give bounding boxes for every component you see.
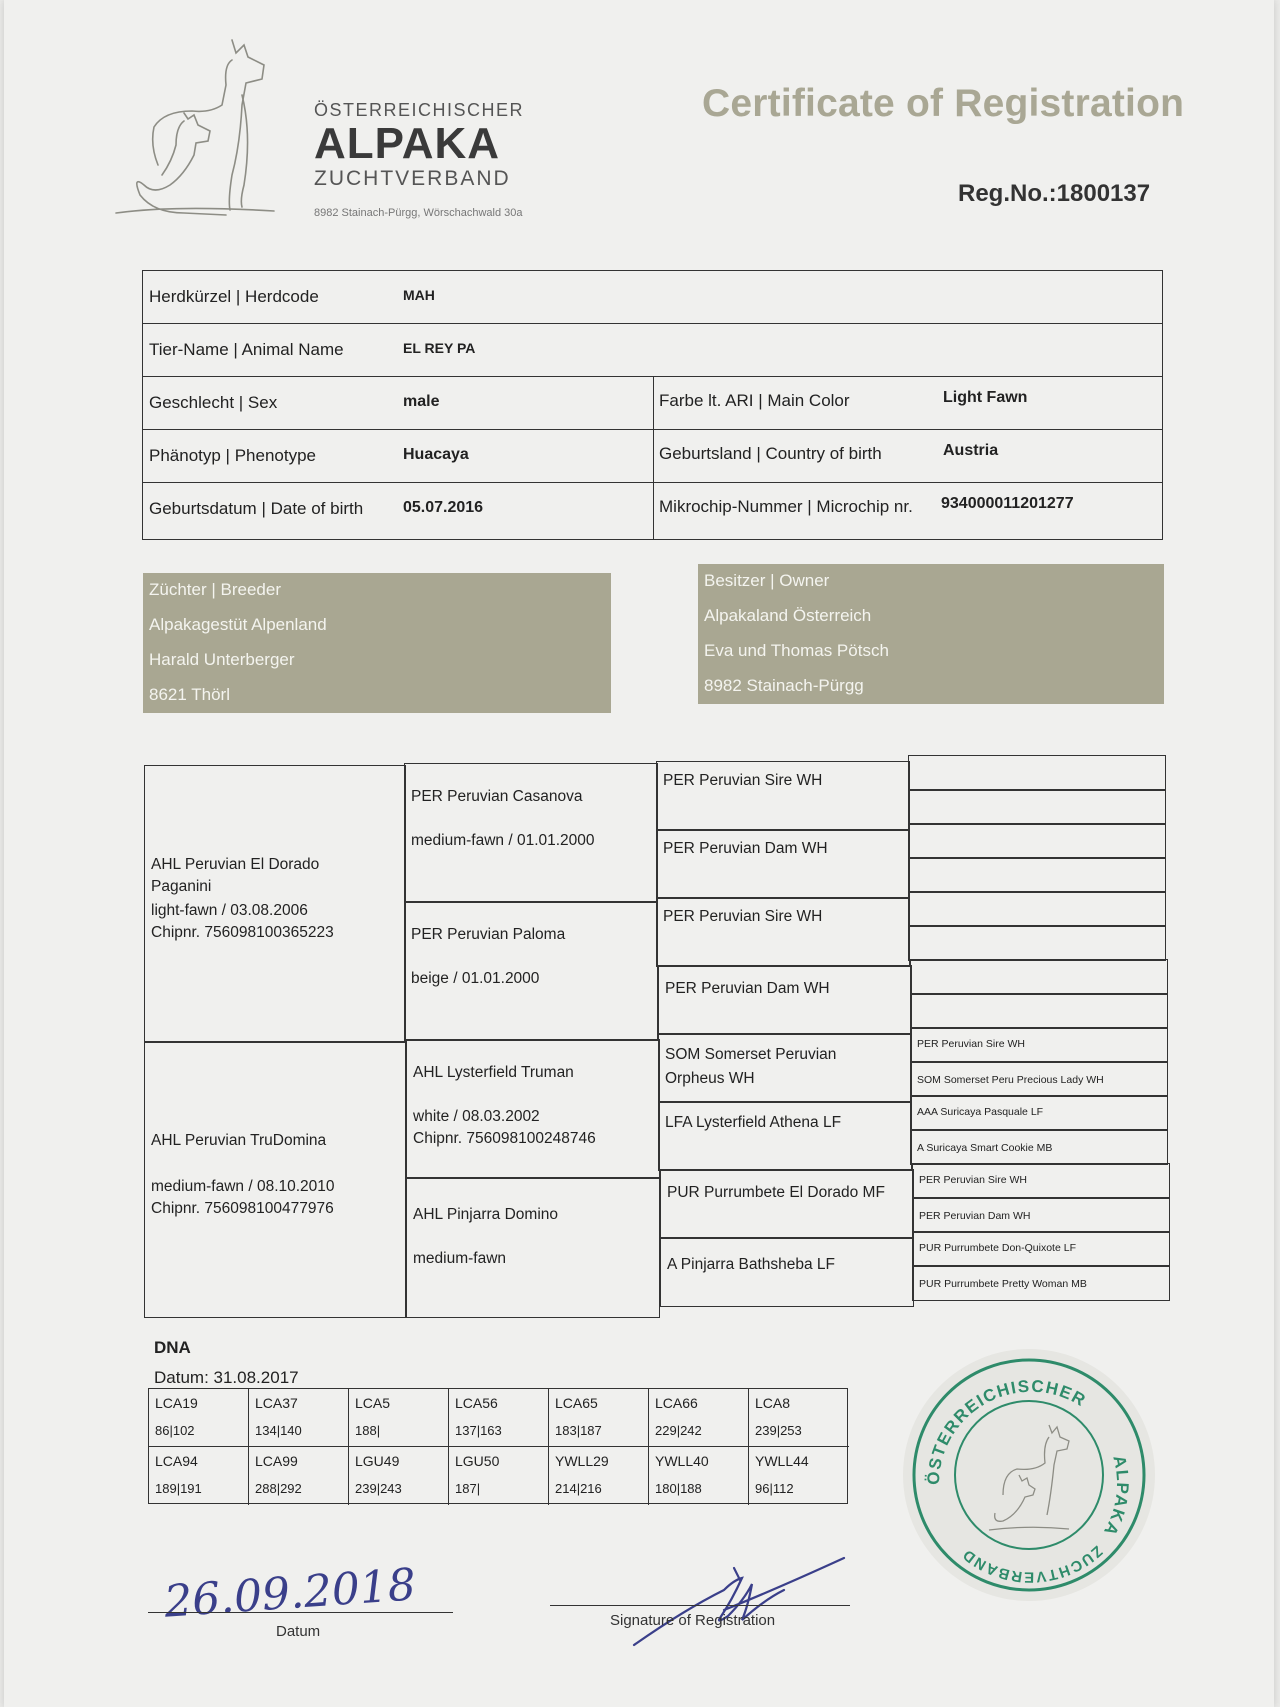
pedigree-grandparent-2 [404,901,658,1041]
seal-bottom-text: ZUCHTVERBAND [958,1542,1106,1586]
dna-marker: YWLL40 [655,1453,709,1469]
column-divider [653,377,654,429]
dna-value: 229|242 [655,1423,702,1438]
dna-marker: LCA37 [255,1395,298,1411]
ggp4-name: PER Peruvian Dam WH [665,980,830,997]
gp4-name: AHL Pinjarra Domino [413,1206,559,1223]
dna-cell [149,1389,249,1447]
org-name-line2: ALPAKA [314,119,501,168]
chip-value: 934000011201277 [941,495,1074,512]
dna-cell [349,1447,449,1505]
dna-value: 188| [355,1423,381,1438]
org-name-line3: ZUCHTVERBAND [314,167,511,190]
gggp1-name: PER Peruvian Sire WH [917,1038,1025,1050]
dna-value: 239|243 [355,1481,402,1496]
pedigree-gggp-1 [910,1027,1168,1063]
sire-chip: Chipnr. 756098100365223 [151,924,334,941]
gggp6-name: PER Peruvian Dam WH [919,1210,1031,1222]
date-label: Datum [276,1623,321,1640]
color-label: Farbe lt. ARI | Main Color [659,391,850,410]
dob-label: Geburtsdatum | Date of birth [149,499,364,518]
breeder-box [143,573,611,713]
org-name-line1: ÖSTERREICHISCHER [314,100,525,120]
phenotype-label: Phänotyp | Phenotype [149,446,316,465]
dna-value: 288|292 [255,1481,302,1496]
dna-value: 180|188 [655,1481,702,1496]
gggp7-name: PUR Purrumbete Don-Quixote LF [919,1242,1076,1254]
dna-value: 214|216 [555,1481,602,1496]
phenotype-value: Huacaya [403,446,469,463]
dna-cell [549,1447,649,1505]
gp1-detail: medium-fawn / 01.01.2000 [411,832,595,849]
pedigree-ggp-7 [660,1169,914,1239]
dna-cell [749,1389,849,1447]
dna-date: Datum: 31.08.2017 [154,1368,299,1387]
gggp4-name: A Suricaya Smart Cookie MB [917,1142,1053,1154]
dna-marker: YWLL44 [755,1453,809,1469]
gggp8-name: PUR Purrumbete Pretty Woman MB [919,1278,1087,1290]
pedigree-grandparent-3 [406,1039,660,1179]
pedigree-table [144,755,1174,1318]
pedigree-ggp-5 [658,1033,912,1103]
dam-name: AHL Peruvian TruDomina [151,1132,327,1149]
pedigree-gggp-empty [908,755,1166,791]
column-divider [653,483,654,539]
dna-value: 183|187 [555,1423,602,1438]
owner-line3: 8982 Stainach-Pürgg [704,676,864,695]
info-row-phenotype [143,430,1162,483]
ggp5-name-line2: Orpheus WH [665,1070,755,1087]
owner-line2: Eva und Thomas Pötsch [704,641,889,660]
dna-cell [749,1447,849,1505]
herdcode-value: MAH [403,287,435,303]
breeder-line2: Harald Unterberger [149,650,295,669]
breeder-line1: Alpakagestüt Alpenland [149,615,327,634]
owner-box [698,564,1164,704]
dna-marker: LGU50 [455,1453,500,1469]
dna-marker: LCA5 [355,1395,391,1411]
ggp8-name: A Pinjarra Bathsheba LF [667,1256,836,1273]
gggp5-name: PER Peruvian Sire WH [919,1174,1027,1186]
animal-name-value: EL REY PA [403,340,476,356]
dna-cell [349,1389,449,1447]
seal-right-text: ALPAKA [1099,1453,1133,1540]
pedigree-gggp-empty [910,993,1168,1029]
info-row-name [143,324,1162,377]
gp1-name: PER Peruvian Casanova [411,788,583,805]
column-divider [653,430,654,482]
dna-value: 96|112 [755,1481,794,1496]
signature-label: Signature of Registration [610,1612,776,1629]
sire-name-line1: AHL Peruvian El Dorado [151,856,320,873]
animal-name-label: Tier-Name | Animal Name [149,340,344,359]
pedigree-gggp-7 [912,1231,1170,1267]
herdcode-label: Herdkürzel | Herdcode [149,287,319,306]
pedigree-gggp-3 [910,1095,1168,1131]
handwritten-signature [624,1550,854,1650]
dob-value: 05.07.2016 [403,499,484,516]
ggp7-name: PUR Purrumbete El Dorado MF [667,1184,885,1201]
dam-color-date: medium-fawn / 08.10.2010 [151,1178,335,1195]
breeder-heading: Züchter | Breeder [149,580,281,599]
seal-top-text: ÖSTERREICHISCHER [923,1376,1090,1486]
dna-value: 134|140 [255,1423,302,1438]
dna-marker: LGU49 [355,1453,400,1469]
dna-cell [649,1389,749,1447]
gggp2-name: SOM Somerset Peru Precious Lady WH [917,1074,1104,1086]
breeder-line3: 8621 Thörl [149,685,230,704]
dna-marker: LCA66 [655,1395,698,1411]
registration-signature-line [550,1605,850,1606]
gp3-name: AHL Lysterfield Truman [413,1064,574,1081]
dna-cell [649,1447,749,1505]
dna-marker: LCA94 [155,1453,198,1469]
dna-cell [449,1389,549,1447]
ggp2-name: PER Peruvian Dam WH [663,840,828,857]
gp2-detail: beige / 01.01.2000 [411,970,540,987]
pedigree-gggp-empty [910,959,1168,995]
pedigree-gggp-empty [908,925,1166,961]
date-signature-line [148,1612,453,1613]
org-address: 8982 Stainach-Pürgg, Wörschachwald 30a [314,207,523,219]
gp3-chip: Chipnr. 756098100248746 [413,1130,596,1147]
owner-line1: Alpakaland Österreich [704,606,872,625]
gggp3-name: AAA Suricaya Pasquale LF [917,1106,1044,1118]
dna-value: 189|191 [155,1481,202,1496]
ggp1-name: PER Peruvian Sire WH [663,772,823,789]
sex-label: Geschlecht | Sex [149,393,278,412]
dna-cell [249,1447,349,1505]
pedigree-gggp-4 [910,1129,1168,1165]
pedigree-gggp-empty [908,823,1166,859]
registration-number: Reg.No.:1800137 [958,180,1151,207]
animal-info-table [142,270,1163,540]
dna-table [148,1388,848,1504]
pedigree-sire [144,765,406,1043]
dna-marker: LCA56 [455,1395,498,1411]
dna-value: 239|253 [755,1423,802,1438]
pedigree-gggp-2 [910,1061,1168,1097]
ggp6-name: LFA Lysterfield Athena LF [665,1114,842,1131]
pedigree-dam [144,1041,406,1318]
pedigree-ggp-4 [658,965,912,1035]
pedigree-gggp-empty [908,789,1166,825]
pedigree-grandparent-4 [406,1177,660,1318]
dna-marker: LCA65 [555,1395,598,1411]
dna-cell [249,1389,349,1447]
dna-cell [149,1447,249,1505]
country-label: Geburtsland | Country of birth [659,444,882,463]
color-value: Light Fawn [943,389,1028,406]
dna-cell [549,1389,649,1447]
pedigree-gggp-6 [912,1197,1170,1233]
pedigree-gggp-5 [912,1163,1170,1199]
dna-cell [449,1447,549,1505]
dna-title: DNA [154,1338,191,1357]
pedigree-ggp-8 [660,1237,914,1307]
gp3-detail: white / 08.03.2002 [413,1108,540,1125]
dna-marker: YWLL29 [555,1453,609,1469]
alpaca-logo-icon [114,35,294,235]
dna-value: 86|102 [155,1423,195,1438]
pedigree-grandparent-1 [404,763,658,903]
dna-value: 137|163 [455,1423,502,1438]
dna-marker: LCA99 [255,1453,298,1469]
info-row-dob [143,483,1162,539]
dna-value: 187| [455,1481,481,1496]
pedigree-gggp-8 [912,1265,1170,1301]
sire-color-date: light-fawn / 03.08.2006 [151,902,308,919]
owner-heading: Besitzer | Owner [704,571,830,590]
sex-value: male [403,393,440,410]
certificate-paper [4,0,1274,1707]
country-value: Austria [943,442,999,459]
certificate-title: Certificate of Registration [702,82,1185,125]
sire-name-line2: Paganini [151,878,212,895]
ggp5-name-line1: SOM Somerset Peruvian [665,1046,837,1063]
pedigree-ggp-6 [658,1101,912,1171]
pedigree-gggp-empty [908,857,1166,893]
ggp3-name: PER Peruvian Sire WH [663,908,823,925]
handwritten-date: 26.09.2018 [162,1559,418,1628]
pedigree-ggp-3 [656,897,910,967]
pedigree-ggp-1 [656,761,910,831]
info-row-sex [143,377,1162,430]
association-seal-icon [899,1345,1159,1605]
gp4-detail: medium-fawn [413,1250,507,1267]
dna-marker: LCA19 [155,1395,198,1411]
dam-chip: Chipnr. 756098100477976 [151,1200,334,1217]
gp2-name: PER Peruvian Paloma [411,926,566,943]
chip-label: Mikrochip-Nummer | Microchip nr. [659,497,913,516]
pedigree-ggp-2 [656,829,910,899]
info-row-herdcode [143,271,1162,324]
pedigree-gggp-empty [908,891,1166,927]
dna-marker: LCA8 [755,1395,791,1411]
